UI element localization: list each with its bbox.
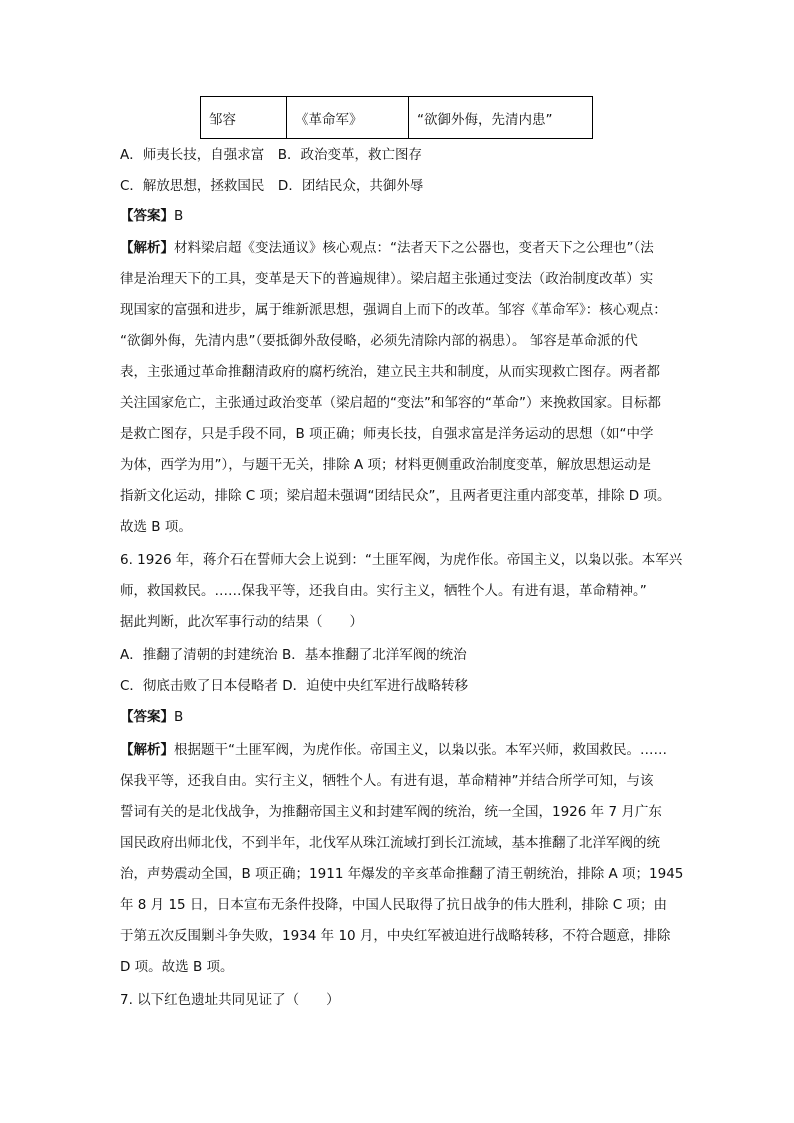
q5-analysis-line: 现国家的富强和进步，属于维新派思想，强调自上而下的改革。邹容《革命军》：核心观点： [120, 302, 667, 318]
table-cell-viewpoint: “欲御外侮，先清内患” [409, 97, 593, 139]
q5-analysis-line: 律是治理天下的工具，变革是天下的普遍规律）。梁启超主张通过变法（政治制度改革）实 [120, 271, 654, 287]
analysis-label: 【解析】 [120, 240, 174, 256]
q5-analysis-line: 故选 B 项。 [120, 519, 192, 535]
q6-stem-line: 6. 1926 年，蒋介石在誓师大会上说到：“土匪军阀，为虎作伥。帝国主义，以枭以张。本军兴 [120, 552, 683, 568]
q6-analysis-line: 治，声势震动全国，B 项正确；1911 年爆发的辛亥革命推翻了清王朝统治，排除 A 项；1945 [120, 866, 684, 882]
analysis-label: 【解析】 [120, 742, 174, 758]
q6-answer [120, 707, 680, 727]
q6-analysis-line: 誓词有关的是北伐战争，为推翻帝国主义和封建军阀的统治，统一全国，1926 年 7 月广东 [120, 804, 662, 820]
q6-analysis-line: 国民政府出师北伐，不到半年，北伐军从珠江流域打到长江流域，基本推翻了北洋军阀的统 [120, 835, 660, 851]
q6-stem-line: 据此判断，此次军事行动的结果（ ） [120, 614, 363, 630]
q5-option-line: C．解放思想，拯救国民 D．团结民众，共御外辱 [120, 178, 424, 194]
q6-stem-line: 师，救国救民。……保我平等，还我自由。实行主义，牺牲个人。有进有退，革命精神。” [120, 583, 647, 599]
q6-analysis-line: 【解析】根据题干“土匪军阀，为虎作伥。帝国主义，以枭以张。本军兴师，救国救民。…… [120, 742, 667, 758]
q5-analysis-line: 是救亡图存，只是手段不同，B 项正确；师夷长技，自强求富是洋务运动的思想（如“中学 [120, 426, 654, 442]
q6-analysis-line: 年 8 月 15 日，日本宣布无条件投降，中国人民取得了抗日战争的伟大胜利，排除 C 项；由 [120, 897, 667, 913]
q5-option-line: A．师夷长技，自强求富 B．政治变革，救亡图存 [120, 147, 422, 163]
q5-analysis-line: “欲御外侮，先清内患”（要抵御外敌侵略，必须先清除内部的祸患）。 邹容是革命派的代 [120, 333, 638, 349]
q6-option-line: A．推翻了清朝的封建统治 B．基本推翻了北洋军阀的统治 [120, 647, 467, 663]
q7-stem-line: 7. 以下红色遗址共同见证了（ ） [120, 992, 340, 1008]
source-table [200, 96, 593, 139]
answer-value: B [174, 208, 184, 224]
answer-label: 【答案】 [120, 208, 174, 224]
table-row [201, 97, 593, 139]
q5-analysis-line: 表，主张通过革命推翻清政府的腐朽统治，建立民主共和制度，从而实现救亡图存。两者都 [120, 364, 660, 380]
q5-analysis-line: 【解析】材料梁启超《变法通议》核心观点：“法者天下之公器也，变者天下之公理也”（法 [120, 240, 654, 256]
q5-analysis-line: 指新文化运动，排除 C 项；梁启超未强调“团结民众”，且两者更注重内部变革，排除 D 项。 [120, 488, 671, 504]
q5-answer [120, 206, 680, 226]
table-cell-person: 邹容 [201, 97, 287, 139]
q5-analysis-line: 为体，西学为用”），与题干无关，排除 A 项；材料更侧重政治制度变革，解放思想运动是 [120, 457, 652, 473]
answer-value: B [174, 709, 184, 725]
q6-option-line: C．彻底击败了日本侵略者 D．迫使中央红军进行战略转移 [120, 678, 469, 694]
answer-label: 【答案】 [120, 709, 174, 725]
q5-analysis-line: 关注国家危亡，主张通过政治变革（梁启超的“变法”和邹容的“革命”）来挽救国家。目标都 [120, 395, 661, 411]
q6-analysis-line: D 项。故选 B 项。 [120, 959, 234, 975]
q6-analysis-line: 于第五次反围剿斗争失败，1934 年 10 月，中央红军被迫进行战略转移，不符合题意，排除 [120, 928, 671, 944]
q6-analysis-line: 保我平等，还我自由。实行主义，牺牲个人。有进有退，革命精神”并结合所学可知，与该 [120, 773, 654, 789]
table-cell-work: 《革命军》 [287, 97, 409, 139]
